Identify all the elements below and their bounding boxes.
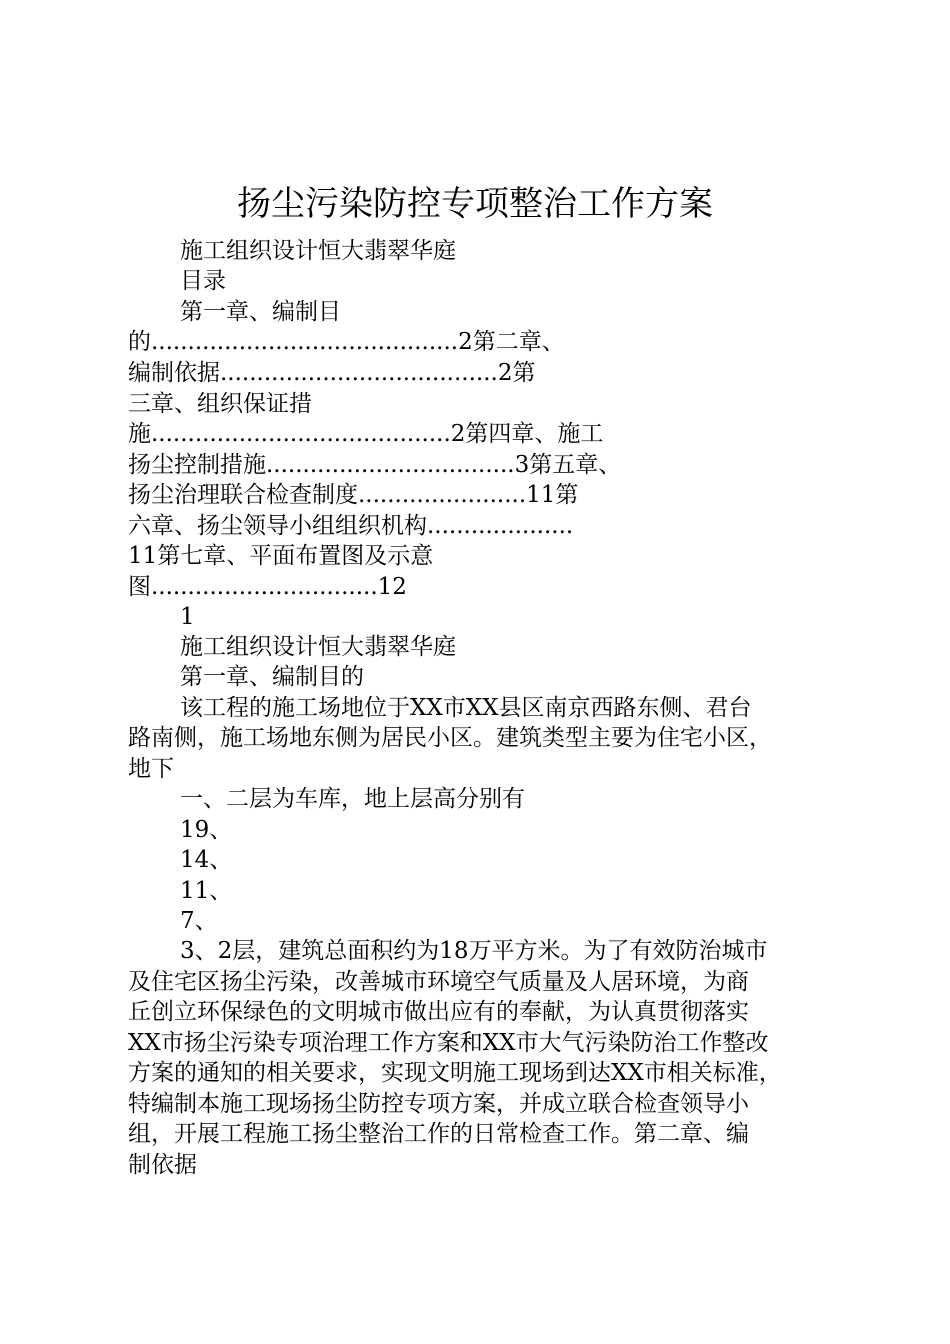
paragraph-line: 丘创立环保绿色的文明城市做出应有的奉献，为认真贯彻落实 xyxy=(128,999,749,1025)
toc-line: 第一章、编制目 xyxy=(180,299,341,325)
paragraph-line: 地下 xyxy=(128,756,174,782)
paragraph-line: XX市扬尘污染专项治理工作方案和XX市大气污染防治工作整改 xyxy=(128,1030,769,1056)
toc-line: 编制依据......................................2第 xyxy=(128,360,536,386)
document-title: 扬尘污染防控专项整治工作方案 xyxy=(237,184,713,224)
toc-line: 三章、组织保证措 xyxy=(128,391,312,417)
paragraph-line: 组，开展工程施工扬尘整治工作的日常检查工作。第二章、编 xyxy=(128,1121,749,1147)
body-header: 施工组织设计恒大翡翠华庭 xyxy=(180,634,456,660)
toc-line: 图...............................12 xyxy=(128,574,407,600)
toc-line: 六章、扬尘领导小组组织机构.................... xyxy=(128,513,574,539)
toc-header: 施工组织设计恒大翡翠华庭 xyxy=(180,238,456,264)
list-line: 一、二层为车库，地上层高分别有 xyxy=(180,786,525,812)
list-line: 19、 xyxy=(180,817,233,843)
list-line: 14、 xyxy=(180,847,233,873)
toc-line: 的..........................................2第二章、 xyxy=(128,329,565,355)
toc-label: 目录 xyxy=(180,268,226,294)
paragraph-line: 3、2层，建筑总面积约为18万平方米。为了有效防治城市 xyxy=(180,938,768,964)
paragraph-line: 方案的通知的相关要求，实现文明施工现场到达XX市相关标准， xyxy=(128,1060,782,1086)
toc-line: 扬尘控制措施..................................3第五章、 xyxy=(128,452,622,478)
toc-line: 扬尘治理联合检查制度.......................11第 xyxy=(128,482,579,508)
chapter-title: 第一章、编制目的 xyxy=(180,664,364,690)
paragraph-line: 特编制本施工现场扬尘防控专项方案，并成立联合检查领导小 xyxy=(128,1091,749,1117)
list-line: 7、 xyxy=(180,908,218,934)
paragraph-line: 制依据 xyxy=(128,1152,197,1178)
paragraph-line: 该工程的施工场地位于XX市XX县区南京西路东侧、君台 xyxy=(180,695,752,721)
toc-line: 施.........................................2第四章、施工 xyxy=(128,421,604,447)
list-line: 11、 xyxy=(180,878,233,904)
page-number: 1 xyxy=(180,604,195,630)
paragraph-line: 路南侧，施工场地东侧为居民小区。建筑类型主要为住宅小区， xyxy=(128,725,772,751)
toc-line: 11第七章、平面布置图及示意 xyxy=(128,543,434,569)
paragraph-line: 及住宅区扬尘污染，改善城市环境空气质量及人居环境，为商 xyxy=(128,969,749,995)
